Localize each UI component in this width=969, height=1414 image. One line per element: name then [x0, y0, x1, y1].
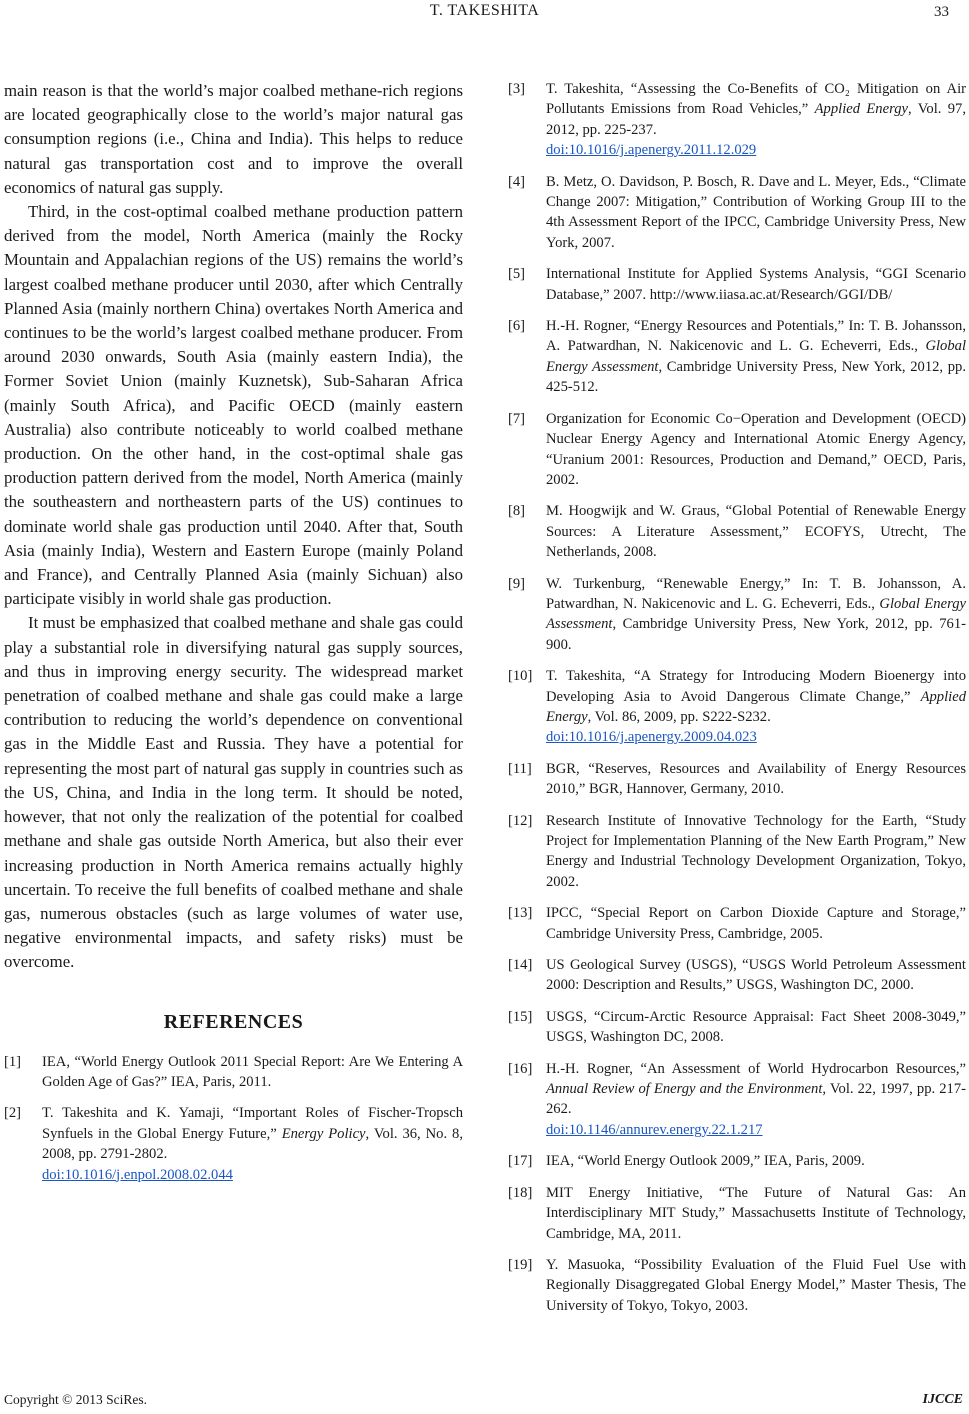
doi-link[interactable]: doi:10.1016/j.enpol.2008.02.044 [42, 1166, 233, 1183]
reference-number: [10] [508, 668, 533, 685]
reference-number: [3] [508, 81, 526, 97]
reference-journal: Global Energy Assessment [546, 595, 966, 633]
reference-text: International Institute for Applied Systems Analysis, “GGI Scenario Database,” 2007. http://www.iiasa.ac.at/Research/GGI/DB/ [546, 266, 966, 303]
footer-copyright: Copyright © 2013 SciRes. [4, 1392, 148, 1407]
reference-text: Organization for Economic Co−Operation and Development (OECD) Nuclear Energy Agency and International Atomic Energy Agency, “Uranium 2001: Resources, Production and Demand,” OECD, Paris, 2002. [546, 410, 966, 488]
reference-number: [18] [508, 1184, 533, 1201]
reference-entry [508, 903, 966, 944]
reference-entry [508, 666, 966, 748]
reference-number: [17] [508, 1153, 533, 1170]
reference-number: [16] [508, 1060, 533, 1077]
references-list-left [4, 1052, 463, 1185]
reference-text: IPCC, “Special Report on Carbon Dioxide Capture and Storage,” Cambridge University Press, Cambridge, 2005. [546, 905, 966, 942]
body-paragraph-2: Third, in the cost-optimal coalbed methane production pattern derived from the model, North America (mainly the Rocky Mountain and Appalachian regions of the US) remains the world’s largest coalbed methane producer until 2030, after which Centrally Planned Asia (mainly northern China) overtakes North America and continues to be the world’s largest coalbed methane producer. From around 2030 onwards, South Asia (mainly eastern India), the Former Soviet Union (mainly Kuznetsk), Sub-Saharan Africa (mainly South Africa), and Pacific OECD (mainly eastern Australia) also contribute noticeably to world coalbed methane production. On the other hand, in the cost-optimal shale gas production pattern derived from the model, North America (mainly the southeastern and northeastern parts of the US) continues to dominate world shale gas production until 2040. After that, South Asia (mainly India), Western and Eastern Europe (mainly Poland and France), and Centrally Planned Asia (mainly Sichuan) also participate visibly in world shale gas production. [4, 202, 463, 609]
reference-number: [13] [508, 905, 533, 922]
reference-details: , Vol. 22, 1997, pp. 217-262. [546, 1081, 966, 1118]
references-list-right [508, 79, 966, 1316]
reference-text: Y. Masuoka, “Possibility Evaluation of the Fluid Fuel Use with Regionally Disaggregated Global Energy Model,” Master Thesis, The University of Tokyo, Tokyo, 2003. [546, 1256, 966, 1314]
reference-number: [9] [508, 575, 526, 592]
reference-number: [2] [4, 1105, 22, 1122]
reference-text: IEA, “World Energy Outlook 2009,” IEA, Paris, 2009. [546, 1153, 865, 1170]
footer-journal: IJCCE [922, 1392, 963, 1407]
reference-number: [6] [508, 318, 526, 335]
reference-journal: Applied Energy [814, 101, 908, 118]
reference-entry [508, 955, 966, 996]
reference-details: , Vol. 36, No. 8, 2008, pp. 2791-2802. [42, 1125, 464, 1163]
reference-number: [12] [508, 812, 533, 829]
running-header: T. TAKESHITA [429, 2, 540, 19]
reference-text: USGS, “Circum-Arctic Resource Appraisal: Fact Sheet 2008-3049,” USGS, Washington DC, 2008. [546, 1008, 966, 1046]
reference-text: T. Takeshita, “A Strategy for Introducing Modern Bioenergy into Developing Asia to Avoid Dangerous Climate Change,” [546, 668, 966, 705]
reference-number: [7] [508, 410, 526, 427]
reference-number: [14] [508, 957, 533, 974]
doi-link[interactable]: doi:10.1146/annurev.energy.22.1.217 [546, 1121, 763, 1138]
reference-journal: Applied Energy [546, 688, 966, 725]
reference-entry [508, 759, 966, 800]
reference-entry [508, 172, 966, 254]
reference-number: [8] [508, 503, 526, 520]
doi-link[interactable]: doi:10.1016/j.apenergy.2009.04.023 [546, 729, 757, 746]
reference-entry [508, 1151, 966, 1171]
reference-entry [508, 574, 966, 656]
reference-text: IEA, “World Energy Outlook 2011 Special Report: Are We Entering A Golden Age of Gas?” IEA, Paris, 2011. [42, 1053, 463, 1090]
reference-entry [4, 1103, 463, 1185]
reference-number: [19] [508, 1256, 533, 1273]
body-paragraph-1: main reason is that the world’s major coalbed methane-rich regions are located geographically close to the world’s major natural gas consumption regions (i.e., China and India). This helps to reduce natural gas transportation cost and to improve the overall economics of natural gas supply. [4, 81, 463, 197]
reference-journal: Global Energy Assessment [546, 338, 966, 375]
reference-text: W. Turkenburg, “Renewable Energy,” In: T. B. Johansson, A. Patwardhan, N. Nakicenovic and L. G. Echeverri, Eds., [546, 575, 966, 612]
right-column [508, 79, 966, 1327]
reference-text: MIT Energy Initiative, “The Future of Natural Gas: An Interdisciplinary MIT Study,” Massachusetts Institute of Technology, Cambridge, MA, 2011. [546, 1184, 966, 1242]
reference-number: [1] [4, 1053, 22, 1070]
reference-entry [508, 501, 966, 562]
reference-text: T. Takeshita, “Assessing the Co-Benefits of CO₂ Mitigation on Air Pollutants Emissions from Road Vehicles,” [546, 81, 966, 118]
reference-entry [508, 316, 966, 398]
reference-number: [4] [508, 173, 526, 190]
references-heading: REFERENCES [163, 1010, 304, 1033]
reference-journal: Annual Review of Energy and the Environment [546, 1081, 823, 1098]
reference-journal: Energy Policy [281, 1125, 366, 1142]
reference-number: [15] [508, 1008, 533, 1025]
reference-details: , Cambridge University Press, New York, 2012, pp. 761-900. [546, 616, 966, 653]
reference-details: , Cambridge University Press, New York, 2012, pp. 425-512. [546, 358, 966, 396]
reference-entry [508, 409, 966, 491]
reference-text: B. Metz, O. Davidson, P. Bosch, R. Dave and L. Meyer, Eds., “Climate Change 2007: Mitigation,” Contribution of Working Group III to the 4th Assessment Report of the IPCC, Cambridge University Press, New York, 2007. [546, 173, 966, 251]
reference-text: US Geological Survey (USGS), “USGS World Petroleum Assessment 2000: Description and Results,” USGS, Washington DC, 2000. [546, 957, 966, 994]
reference-entry [508, 1255, 966, 1316]
body-paragraph-3: It must be emphasized that coalbed methane and shale gas could play a substantial role in diversifying natural gas supply sources, and thus in improving energy security. The widespread market penetration of coalbed methane and shale gas could make a large contribution to reducing the world’s dependence on conventional gas in the Middle East and Russia. They have a potential for representing the most part of natural gas supply in countries such as the US, China, and India in the long term. It should be noted, however, that not only the realization of the potential for coalbed methane and shale gas outside North America, but also their ever increasing production in North America remains actually highly uncertain. To receive the full benefits of coalbed methane and shale gas, numerous obstacles (such as large volumes of water use, negative environmental impacts, and safety risks) must be overcome. [4, 613, 463, 972]
reference-number: [5] [508, 266, 526, 283]
page-number: 33 [934, 4, 949, 20]
reference-text: M. Hoogwijk and W. Graus, “Global Potential of Renewable Energy Sources: A Literature Assessment,” ECOFYS, Utrecht, The Netherlands, 2008. [546, 503, 966, 561]
reference-entry [508, 79, 966, 161]
reference-text: BGR, “Reserves, Resources and Availability of Energy Resources 2010,” BGR, Hannover, Germany, 2010. [546, 760, 966, 798]
reference-entry [508, 811, 966, 893]
reference-entry [508, 1183, 966, 1244]
reference-entry [508, 1007, 966, 1048]
reference-text: H.-H. Rogner, “An Assessment of World Hydrocarbon Resources,” [546, 1060, 966, 1077]
reference-details: , Vol. 86, 2009, pp. S222-S232. [587, 708, 771, 725]
reference-details: , Vol. 97, 2012, pp. 225-237. [546, 101, 966, 138]
reference-text: T. Takeshita and K. Yamaji, “Important Roles of Fischer-Tropsch Synfuels in the Global Energy Future,” [42, 1105, 463, 1142]
reference-entry [4, 1052, 463, 1093]
reference-text: Research Institute of Innovative Technology for the Earth, “Study Project for Implementation Planning of the New Earth Program,” New Energy and Industrial Technology Development Organization, Tokyo, 2002. [546, 812, 966, 890]
left-column [4, 79, 463, 1196]
doi-link[interactable]: doi:10.1016/j.apenergy.2011.12.029 [546, 142, 757, 159]
reference-text: H.-H. Rogner, “Energy Resources and Potentials,” In: T. B. Johansson, A. Patwardhan, N. Nakicenovic and L. G. Echeverri, Eds., [546, 318, 966, 355]
reference-entry [508, 264, 966, 305]
reference-entry [508, 1059, 966, 1141]
reference-number: [11] [508, 760, 532, 777]
